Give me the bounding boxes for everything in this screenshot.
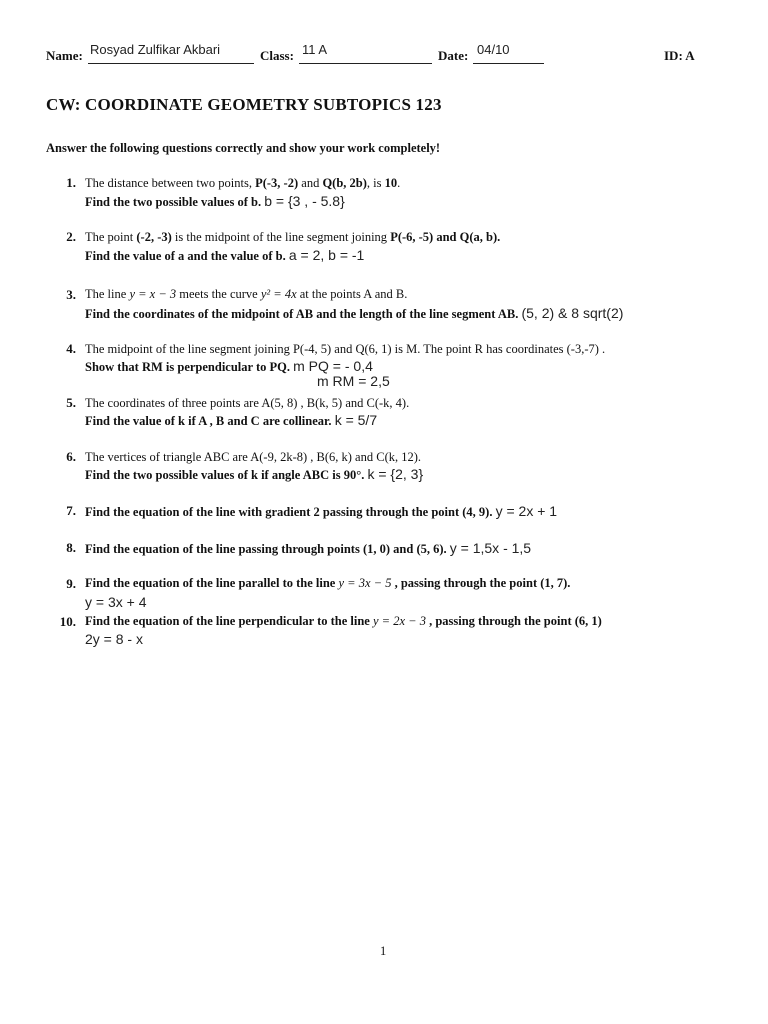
date-label: Date: (438, 48, 469, 63)
name-underline (88, 63, 254, 64)
name-label: Name: (46, 48, 83, 63)
class-underline (299, 63, 432, 64)
question-number: 8. (66, 540, 76, 555)
question-number: 5. (66, 395, 76, 410)
question-1-text: The distance between two points, P(-3, -2) and Q(b, 2b), is 10. (85, 176, 401, 190)
question-8-task: Find the equation of the line passing through points (1, 0) and (5, 6). y = 1,5x - 1,5 (85, 540, 532, 556)
worksheet-title: CW: COORDINATE GEOMETRY SUBTOPICS 123 (46, 95, 442, 114)
question-5-task: Find the value of k if A , B and C are collinear. k = 5/7 (85, 412, 378, 428)
question-9-answer: y = 3x + 4 (85, 594, 147, 610)
question-number: 7. (66, 503, 76, 518)
question-7-answer: y = 2x + 1 (495, 503, 558, 519)
question-number: 1. (66, 175, 76, 190)
name-field-value: Rosyad Zulfikar Akbari (90, 42, 221, 57)
question-3-text: The line y = x − 3 meets the curve y² = 4x at the points A and B. (85, 287, 408, 301)
question-10-answer: 2y = 8 - x (85, 631, 143, 647)
question-number: 4. (66, 341, 76, 356)
question-6-answer: k = {2, 3} (367, 466, 424, 482)
question-6-text: The vertices of triangle ABC are A(-9, 2k-8) , B(6, k) and C(k, 12). (85, 450, 422, 464)
page-number: 1 (380, 944, 387, 958)
question-number: 10. (59, 614, 76, 629)
question-7-task: Find the equation of the line with gradient 2 passing through the point (4, 9). y = 2x + 1 (85, 503, 558, 519)
question-4-task: Show that RM is perpendicular to PQ. m PQ = - 0,4 (85, 358, 373, 374)
question-number: 6. (66, 449, 76, 464)
question-10-task: Find the equation of the line perpendicular to the line y = 2x − 3 , passing through the point (6, 1) (85, 614, 602, 628)
question-1-task: Find the two possible values of b. b = {3 , - 5.8} (85, 193, 345, 209)
question-9-task: Find the equation of the line parallel to the line y = 3x − 5 , passing through the point (1, 7). (85, 576, 571, 590)
date-field-value: 04/10 (477, 42, 510, 57)
question-4-answer: m PQ = - 0,4 (293, 358, 373, 374)
question-6-task: Find the two possible values of k if angle ABC is 90°. k = {2, 3} (85, 466, 424, 482)
question-number: 9. (66, 576, 76, 591)
question-number: 2. (66, 229, 76, 244)
question-2-answer: a = 2, b = -1 (288, 247, 365, 263)
id-label: ID: A (664, 48, 695, 63)
instructions: Answer the following questions correctly and show your work completely! (46, 141, 441, 155)
question-2-text: The point (-2, -3) is the midpoint of the line segment joining P(-6, -5) and Q(a, b). (85, 230, 501, 244)
question-number: 3. (66, 287, 76, 302)
question-2-task: Find the value of a and the value of b. a = 2, b = -1 (85, 247, 365, 263)
class-field-value: 11 A (302, 42, 328, 57)
question-3-task: Find the coordinates of the midpoint of AB and the length of the line segment AB. (5, 2) & 8 sqrt(2) (85, 305, 624, 321)
question-1-answer: b = {3 , - 5.8} (264, 193, 345, 209)
question-3-answer: (5, 2) & 8 sqrt(2) (521, 305, 624, 321)
question-5-answer: k = 5/7 (334, 412, 378, 428)
class-label: Class: (260, 48, 294, 63)
question-8-answer: y = 1,5x - 1,5 (449, 540, 532, 556)
question-4-answer-2: m RM = 2,5 (317, 373, 390, 389)
date-underline (473, 63, 544, 64)
question-5-text: The coordinates of three points are A(5, 8) , B(k, 5) and C(-k, 4). (85, 396, 410, 410)
question-4-text: The midpoint of the line segment joining P(-4, 5) and Q(6, 1) is M. The point R has coordinates (-3,-7) . (85, 342, 606, 356)
